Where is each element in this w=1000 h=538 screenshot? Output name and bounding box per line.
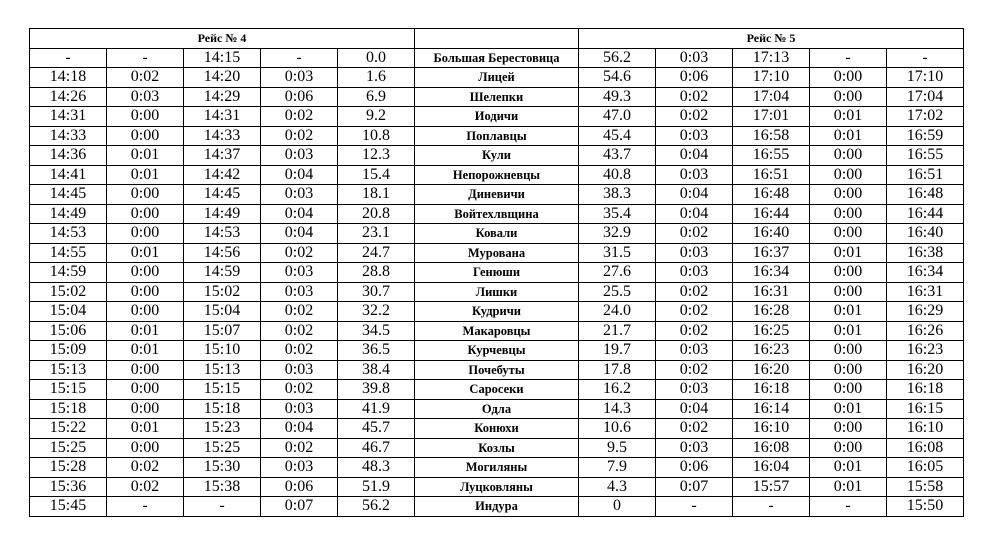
trip4-stop-time-cell: 0:00 bbox=[107, 282, 184, 302]
trip4-stop-time-cell: 0:01 bbox=[107, 146, 184, 166]
trip5-stop-time-cell: 0:01 bbox=[810, 458, 887, 478]
trip4-stop-time-cell: 0:00 bbox=[107, 380, 184, 400]
stop-name-cell: Луцковляны bbox=[415, 477, 579, 497]
trip4-stop-time-cell: 0:03 bbox=[107, 87, 184, 107]
trip4-departure-cell: 14:56 bbox=[184, 243, 261, 263]
trip4-departure-cell: 15:30 bbox=[184, 458, 261, 478]
trip5-departure-cell: 16:55 bbox=[887, 146, 964, 166]
trip5-travel-time-cell: 0:03 bbox=[656, 263, 733, 283]
stop-name-cell: Конюхи bbox=[415, 419, 579, 439]
trip4-stop-time-cell: 0:00 bbox=[107, 438, 184, 458]
table-row bbox=[30, 87, 964, 107]
trip4-departure-cell: 14:31 bbox=[184, 107, 261, 127]
trip4-departure-cell: 15:18 bbox=[184, 399, 261, 419]
stop-name-cell: Могиляны bbox=[415, 458, 579, 478]
trip5-travel-time-cell: 0:04 bbox=[656, 204, 733, 224]
trip5-arrival-cell: 16:23 bbox=[733, 341, 810, 361]
trip5-travel-time-cell: - bbox=[656, 497, 733, 517]
table-row bbox=[30, 380, 964, 400]
stop-name-cell: Курчевцы bbox=[415, 341, 579, 361]
trip5-travel-time-cell: 0:04 bbox=[656, 146, 733, 166]
trip5-distance-cell: 56.2 bbox=[579, 48, 656, 68]
trip5-distance-cell: 32.9 bbox=[579, 224, 656, 244]
trip5-arrival-cell: 15:57 bbox=[733, 477, 810, 497]
trip4-travel-time-cell: 0:04 bbox=[261, 165, 338, 185]
table-row bbox=[30, 107, 964, 127]
trip4-departure-cell: 15:38 bbox=[184, 477, 261, 497]
trip5-departure-cell: 16:20 bbox=[887, 360, 964, 380]
trip4-stop-time-cell: 0:01 bbox=[107, 321, 184, 341]
trip5-stop-time-cell: 0:00 bbox=[810, 68, 887, 88]
trip4-departure-cell: - bbox=[184, 497, 261, 517]
table-row bbox=[30, 341, 964, 361]
trip5-arrival-cell: 16:28 bbox=[733, 302, 810, 322]
stop-name-cell: Лишки bbox=[415, 282, 579, 302]
trip4-stop-time-cell: 0:02 bbox=[107, 68, 184, 88]
trip4-departure-cell: 15:02 bbox=[184, 282, 261, 302]
stop-name-cell: Лицей bbox=[415, 68, 579, 88]
trip4-arrival-cell: 15:09 bbox=[30, 341, 107, 361]
trip5-arrival-cell: 16:20 bbox=[733, 360, 810, 380]
table-row bbox=[30, 146, 964, 166]
trip4-stop-time-cell: 0:00 bbox=[107, 126, 184, 146]
stop-name-cell: Шелепки bbox=[415, 87, 579, 107]
table-row bbox=[30, 204, 964, 224]
table-row bbox=[30, 243, 964, 263]
trip5-travel-time-cell: 0:02 bbox=[656, 302, 733, 322]
trip5-distance-cell: 40.8 bbox=[579, 165, 656, 185]
trip4-distance-cell: 48.3 bbox=[338, 458, 415, 478]
trip4-arrival-cell: 15:22 bbox=[30, 419, 107, 439]
trip4-travel-time-cell: 0:03 bbox=[261, 68, 338, 88]
trip4-travel-time-cell: 0:03 bbox=[261, 360, 338, 380]
trip4-travel-time-cell: 0:03 bbox=[261, 263, 338, 283]
trip4-arrival-cell: 15:45 bbox=[30, 497, 107, 517]
trip5-departure-cell: 16:44 bbox=[887, 204, 964, 224]
trip4-distance-cell: 0.0 bbox=[338, 48, 415, 68]
trip5-travel-time-cell: 0:07 bbox=[656, 477, 733, 497]
trip4-arrival-cell: 15:04 bbox=[30, 302, 107, 322]
stop-name-cell: Большая Берестовица bbox=[415, 48, 579, 68]
trip5-stop-time-cell: 0:00 bbox=[810, 146, 887, 166]
trip5-arrival-cell: 17:13 bbox=[733, 48, 810, 68]
trip4-arrival-cell: 14:18 bbox=[30, 68, 107, 88]
trip5-distance-cell: 17.8 bbox=[579, 360, 656, 380]
trip4-stop-time-cell: 0:00 bbox=[107, 224, 184, 244]
trip5-departure-cell: 16:34 bbox=[887, 263, 964, 283]
stop-name-cell: Макаровцы bbox=[415, 321, 579, 341]
table-row bbox=[30, 321, 964, 341]
trip5-stop-time-cell: 0:01 bbox=[810, 321, 887, 341]
trip4-distance-cell: 41.9 bbox=[338, 399, 415, 419]
table-row bbox=[30, 477, 964, 497]
trip4-stop-time-cell: 0:00 bbox=[107, 360, 184, 380]
trip4-distance-cell: 46.7 bbox=[338, 438, 415, 458]
trip4-travel-time-cell: 0:03 bbox=[261, 185, 338, 205]
trip4-arrival-cell: 14:55 bbox=[30, 243, 107, 263]
trip4-distance-cell: 10.8 bbox=[338, 126, 415, 146]
trip5-distance-cell: 9.5 bbox=[579, 438, 656, 458]
trip4-travel-time-cell: 0:07 bbox=[261, 497, 338, 517]
trip5-arrival-cell: 16:31 bbox=[733, 282, 810, 302]
trip5-stop-time-cell: 0:00 bbox=[810, 224, 887, 244]
trip5-departure-cell: 15:50 bbox=[887, 497, 964, 517]
trip5-travel-time-cell: 0:02 bbox=[656, 419, 733, 439]
trip4-distance-cell: 30.7 bbox=[338, 282, 415, 302]
trip5-departure-cell: - bbox=[887, 48, 964, 68]
trip5-travel-time-cell: 0:03 bbox=[656, 380, 733, 400]
trip5-stop-time-cell: 0:00 bbox=[810, 282, 887, 302]
trip5-stop-time-cell: 0:01 bbox=[810, 107, 887, 127]
trip5-departure-cell: 16:29 bbox=[887, 302, 964, 322]
trip4-distance-cell: 15.4 bbox=[338, 165, 415, 185]
trip4-departure-cell: 14:29 bbox=[184, 87, 261, 107]
trip5-distance-cell: 21.7 bbox=[579, 321, 656, 341]
trip4-departure-cell: 14:15 bbox=[184, 48, 261, 68]
trip4-stop-time-cell: 0:00 bbox=[107, 185, 184, 205]
trip4-distance-cell: 34.5 bbox=[338, 321, 415, 341]
trip4-arrival-cell: 15:06 bbox=[30, 321, 107, 341]
trip5-arrival-cell: 16:44 bbox=[733, 204, 810, 224]
trip4-stop-time-cell: 0:01 bbox=[107, 341, 184, 361]
trip4-distance-cell: 28.8 bbox=[338, 263, 415, 283]
trip4-arrival-cell: 15:13 bbox=[30, 360, 107, 380]
stop-name-cell: Ковали bbox=[415, 224, 579, 244]
trip5-distance-cell: 38.3 bbox=[579, 185, 656, 205]
trip5-stop-time-cell: 0:00 bbox=[810, 185, 887, 205]
trip4-distance-cell: 18.1 bbox=[338, 185, 415, 205]
trip5-arrival-cell: 16:18 bbox=[733, 380, 810, 400]
trip4-departure-cell: 15:23 bbox=[184, 419, 261, 439]
stop-name-cell: Иодичи bbox=[415, 107, 579, 127]
stop-name-cell: Кудричи bbox=[415, 302, 579, 322]
trip-5-header: Рейс № 5 bbox=[579, 29, 964, 49]
trip5-stop-time-cell: 0:00 bbox=[810, 341, 887, 361]
trip5-distance-cell: 31.5 bbox=[579, 243, 656, 263]
trip4-stop-time-cell: 0:02 bbox=[107, 458, 184, 478]
trip5-arrival-cell: 16:34 bbox=[733, 263, 810, 283]
trip4-departure-cell: 14:49 bbox=[184, 204, 261, 224]
trip5-travel-time-cell: 0:03 bbox=[656, 341, 733, 361]
trip5-distance-cell: 0 bbox=[579, 497, 656, 517]
trip4-travel-time-cell: 0:02 bbox=[261, 107, 338, 127]
trip4-arrival-cell: 14:45 bbox=[30, 185, 107, 205]
timetable-body bbox=[30, 48, 964, 516]
trip4-stop-time-cell: 0:01 bbox=[107, 243, 184, 263]
trip5-stop-time-cell: 0:00 bbox=[810, 419, 887, 439]
trip4-travel-time-cell: 0:02 bbox=[261, 126, 338, 146]
trip4-departure-cell: 14:37 bbox=[184, 146, 261, 166]
trip4-stop-time-cell: 0:01 bbox=[107, 419, 184, 439]
trip5-departure-cell: 16:48 bbox=[887, 185, 964, 205]
trip5-stop-time-cell: 0:01 bbox=[810, 302, 887, 322]
trip4-distance-cell: 6.9 bbox=[338, 87, 415, 107]
trip5-travel-time-cell: 0:03 bbox=[656, 165, 733, 185]
trip5-arrival-cell: 16:55 bbox=[733, 146, 810, 166]
trip5-stop-time-cell: - bbox=[810, 48, 887, 68]
trip5-departure-cell: 16:05 bbox=[887, 458, 964, 478]
trip5-travel-time-cell: 0:02 bbox=[656, 87, 733, 107]
trip4-travel-time-cell: 0:03 bbox=[261, 146, 338, 166]
trip4-departure-cell: 14:53 bbox=[184, 224, 261, 244]
trip4-arrival-cell: 14:26 bbox=[30, 87, 107, 107]
trip4-arrival-cell: 15:15 bbox=[30, 380, 107, 400]
trip5-distance-cell: 7.9 bbox=[579, 458, 656, 478]
trip4-travel-time-cell: 0:04 bbox=[261, 204, 338, 224]
trip5-departure-cell: 16:38 bbox=[887, 243, 964, 263]
trip4-travel-time-cell: 0:06 bbox=[261, 477, 338, 497]
trip4-departure-cell: 15:10 bbox=[184, 341, 261, 361]
trip5-distance-cell: 25.5 bbox=[579, 282, 656, 302]
trip5-distance-cell: 54.6 bbox=[579, 68, 656, 88]
table-row bbox=[30, 458, 964, 478]
trip4-travel-time-cell: 0:02 bbox=[261, 438, 338, 458]
trip4-stop-time-cell: - bbox=[107, 497, 184, 517]
stop-name-cell: Одла bbox=[415, 399, 579, 419]
trip5-distance-cell: 27.6 bbox=[579, 263, 656, 283]
trip5-stop-time-cell: 0:01 bbox=[810, 126, 887, 146]
trip5-arrival-cell: 17:10 bbox=[733, 68, 810, 88]
trip5-departure-cell: 16:18 bbox=[887, 380, 964, 400]
stop-name-cell: Индура bbox=[415, 497, 579, 517]
trip4-distance-cell: 56.2 bbox=[338, 497, 415, 517]
trip5-stop-time-cell: 0:01 bbox=[810, 399, 887, 419]
trip4-distance-cell: 51.9 bbox=[338, 477, 415, 497]
table-row bbox=[30, 497, 964, 517]
trip4-departure-cell: 15:13 bbox=[184, 360, 261, 380]
trip4-travel-time-cell: 0:02 bbox=[261, 243, 338, 263]
trip4-arrival-cell: 14:31 bbox=[30, 107, 107, 127]
trip5-distance-cell: 10.6 bbox=[579, 419, 656, 439]
trip5-stop-time-cell: 0:00 bbox=[810, 87, 887, 107]
trip5-departure-cell: 15:58 bbox=[887, 477, 964, 497]
table-row bbox=[30, 185, 964, 205]
trip4-travel-time-cell: 0:02 bbox=[261, 341, 338, 361]
trip4-travel-time-cell: 0:06 bbox=[261, 87, 338, 107]
trip4-stop-time-cell: 0:01 bbox=[107, 165, 184, 185]
trip4-travel-time-cell: 0:04 bbox=[261, 224, 338, 244]
trip4-travel-time-cell: 0:02 bbox=[261, 380, 338, 400]
trip4-stop-time-cell: - bbox=[107, 48, 184, 68]
trip5-arrival-cell: 16:40 bbox=[733, 224, 810, 244]
trip5-stop-time-cell: 0:00 bbox=[810, 263, 887, 283]
trip5-travel-time-cell: 0:03 bbox=[656, 48, 733, 68]
trip5-departure-cell: 16:08 bbox=[887, 438, 964, 458]
trip5-distance-cell: 43.7 bbox=[579, 146, 656, 166]
stop-name-cell: Саросеки bbox=[415, 380, 579, 400]
trip5-departure-cell: 17:02 bbox=[887, 107, 964, 127]
trip5-departure-cell: 16:40 bbox=[887, 224, 964, 244]
stop-name-cell: Непорожневцы bbox=[415, 165, 579, 185]
trip5-distance-cell: 24.0 bbox=[579, 302, 656, 322]
trip5-arrival-cell: 17:04 bbox=[733, 87, 810, 107]
table-row bbox=[30, 48, 964, 68]
trip4-distance-cell: 23.1 bbox=[338, 224, 415, 244]
trip4-arrival-cell: 15:18 bbox=[30, 399, 107, 419]
table-row bbox=[30, 68, 964, 88]
trip4-arrival-cell: 15:36 bbox=[30, 477, 107, 497]
trip5-distance-cell: 19.7 bbox=[579, 341, 656, 361]
trip5-arrival-cell: 16:25 bbox=[733, 321, 810, 341]
trip5-travel-time-cell: 0:03 bbox=[656, 438, 733, 458]
trip5-stop-time-cell: 0:00 bbox=[810, 165, 887, 185]
trip4-stop-time-cell: 0:00 bbox=[107, 302, 184, 322]
trip5-arrival-cell: 16:14 bbox=[733, 399, 810, 419]
trip5-travel-time-cell: 0:04 bbox=[656, 399, 733, 419]
trip5-departure-cell: 16:23 bbox=[887, 341, 964, 361]
trip4-departure-cell: 14:45 bbox=[184, 185, 261, 205]
stop-name-cell: Мурована bbox=[415, 243, 579, 263]
trip5-travel-time-cell: 0:02 bbox=[656, 321, 733, 341]
trip5-arrival-cell: - bbox=[733, 497, 810, 517]
trip5-stop-time-cell: 0:01 bbox=[810, 243, 887, 263]
trip4-travel-time-cell: - bbox=[261, 48, 338, 68]
trip4-departure-cell: 14:20 bbox=[184, 68, 261, 88]
header-row bbox=[30, 29, 964, 49]
trip5-arrival-cell: 16:08 bbox=[733, 438, 810, 458]
trip4-distance-cell: 9.2 bbox=[338, 107, 415, 127]
table-row bbox=[30, 224, 964, 244]
trip4-departure-cell: 14:42 bbox=[184, 165, 261, 185]
trip4-arrival-cell: 14:36 bbox=[30, 146, 107, 166]
stop-name-cell: Генюши bbox=[415, 263, 579, 283]
trip5-stop-time-cell: 0:00 bbox=[810, 380, 887, 400]
trip4-departure-cell: 15:15 bbox=[184, 380, 261, 400]
trip5-stop-time-cell: 0:01 bbox=[810, 477, 887, 497]
stop-name-cell: Войтехлвщина bbox=[415, 204, 579, 224]
trip4-distance-cell: 39.8 bbox=[338, 380, 415, 400]
trip4-distance-cell: 36.5 bbox=[338, 341, 415, 361]
trip4-distance-cell: 24.7 bbox=[338, 243, 415, 263]
trip5-travel-time-cell: 0:03 bbox=[656, 243, 733, 263]
trip4-arrival-cell: 14:49 bbox=[30, 204, 107, 224]
trip4-departure-cell: 14:33 bbox=[184, 126, 261, 146]
trip4-arrival-cell: 14:53 bbox=[30, 224, 107, 244]
trip4-stop-time-cell: 0:00 bbox=[107, 107, 184, 127]
trip5-departure-cell: 16:59 bbox=[887, 126, 964, 146]
trip4-departure-cell: 15:07 bbox=[184, 321, 261, 341]
trip5-stop-time-cell: - bbox=[810, 497, 887, 517]
table-row bbox=[30, 263, 964, 283]
trip5-stop-time-cell: 0:00 bbox=[810, 204, 887, 224]
trip5-arrival-cell: 16:48 bbox=[733, 185, 810, 205]
trip5-travel-time-cell: 0:06 bbox=[656, 458, 733, 478]
stop-name-cell: Почебуты bbox=[415, 360, 579, 380]
trip4-travel-time-cell: 0:02 bbox=[261, 321, 338, 341]
trip5-arrival-cell: 17:01 bbox=[733, 107, 810, 127]
trip4-stop-time-cell: 0:00 bbox=[107, 263, 184, 283]
trip5-arrival-cell: 16:51 bbox=[733, 165, 810, 185]
trip4-departure-cell: 14:59 bbox=[184, 263, 261, 283]
table-row bbox=[30, 126, 964, 146]
trip4-arrival-cell: 15:28 bbox=[30, 458, 107, 478]
trip4-travel-time-cell: 0:04 bbox=[261, 419, 338, 439]
trip5-travel-time-cell: 0:02 bbox=[656, 224, 733, 244]
trip5-arrival-cell: 16:04 bbox=[733, 458, 810, 478]
trip5-travel-time-cell: 0:06 bbox=[656, 68, 733, 88]
trip4-distance-cell: 32.2 bbox=[338, 302, 415, 322]
trip5-departure-cell: 17:10 bbox=[887, 68, 964, 88]
trip5-travel-time-cell: 0:02 bbox=[656, 360, 733, 380]
trip4-distance-cell: 38.4 bbox=[338, 360, 415, 380]
trip4-distance-cell: 1.6 bbox=[338, 68, 415, 88]
trip5-stop-time-cell: 0:00 bbox=[810, 360, 887, 380]
trip5-distance-cell: 14.3 bbox=[579, 399, 656, 419]
trip5-departure-cell: 17:04 bbox=[887, 87, 964, 107]
trip4-distance-cell: 12.3 bbox=[338, 146, 415, 166]
table-row bbox=[30, 419, 964, 439]
trip4-arrival-cell: 15:25 bbox=[30, 438, 107, 458]
trip5-arrival-cell: 16:58 bbox=[733, 126, 810, 146]
trip5-arrival-cell: 16:10 bbox=[733, 419, 810, 439]
trip4-arrival-cell: 14:33 bbox=[30, 126, 107, 146]
trip4-stop-time-cell: 0:00 bbox=[107, 399, 184, 419]
table-row bbox=[30, 360, 964, 380]
trip-4-header: Рейс № 4 bbox=[30, 29, 415, 49]
trip5-arrival-cell: 16:37 bbox=[733, 243, 810, 263]
trip4-stop-time-cell: 0:00 bbox=[107, 204, 184, 224]
trip4-arrival-cell: 14:41 bbox=[30, 165, 107, 185]
stop-column-header bbox=[415, 29, 579, 49]
trip4-travel-time-cell: 0:02 bbox=[261, 302, 338, 322]
table-row bbox=[30, 438, 964, 458]
trip4-departure-cell: 15:25 bbox=[184, 438, 261, 458]
trip5-distance-cell: 47.0 bbox=[579, 107, 656, 127]
table-row bbox=[30, 282, 964, 302]
table-row bbox=[30, 165, 964, 185]
trip5-travel-time-cell: 0:03 bbox=[656, 126, 733, 146]
trip5-departure-cell: 16:26 bbox=[887, 321, 964, 341]
trip5-travel-time-cell: 0:04 bbox=[656, 185, 733, 205]
trip4-travel-time-cell: 0:03 bbox=[261, 282, 338, 302]
trip4-travel-time-cell: 0:03 bbox=[261, 399, 338, 419]
trip5-departure-cell: 16:31 bbox=[887, 282, 964, 302]
stop-name-cell: Поплавцы bbox=[415, 126, 579, 146]
trip4-travel-time-cell: 0:03 bbox=[261, 458, 338, 478]
trip5-distance-cell: 45.4 bbox=[579, 126, 656, 146]
table-row bbox=[30, 399, 964, 419]
stop-name-cell: Диневичи bbox=[415, 185, 579, 205]
stop-name-cell: Козлы bbox=[415, 438, 579, 458]
trip4-distance-cell: 20.8 bbox=[338, 204, 415, 224]
trip4-stop-time-cell: 0:02 bbox=[107, 477, 184, 497]
trip5-distance-cell: 16.2 bbox=[579, 380, 656, 400]
trip5-departure-cell: 16:51 bbox=[887, 165, 964, 185]
trip5-distance-cell: 35.4 bbox=[579, 204, 656, 224]
trip4-arrival-cell: - bbox=[30, 48, 107, 68]
trip4-arrival-cell: 14:59 bbox=[30, 263, 107, 283]
timetable bbox=[29, 28, 964, 517]
trip5-travel-time-cell: 0:02 bbox=[656, 107, 733, 127]
stop-name-cell: Кули bbox=[415, 146, 579, 166]
table-row bbox=[30, 302, 964, 322]
trip5-departure-cell: 16:10 bbox=[887, 419, 964, 439]
trip5-departure-cell: 16:15 bbox=[887, 399, 964, 419]
trip5-distance-cell: 4.3 bbox=[579, 477, 656, 497]
trip4-departure-cell: 15:04 bbox=[184, 302, 261, 322]
trip5-stop-time-cell: 0:00 bbox=[810, 438, 887, 458]
trip4-arrival-cell: 15:02 bbox=[30, 282, 107, 302]
trip4-distance-cell: 45.7 bbox=[338, 419, 415, 439]
trip5-travel-time-cell: 0:02 bbox=[656, 282, 733, 302]
trip5-distance-cell: 49.3 bbox=[579, 87, 656, 107]
